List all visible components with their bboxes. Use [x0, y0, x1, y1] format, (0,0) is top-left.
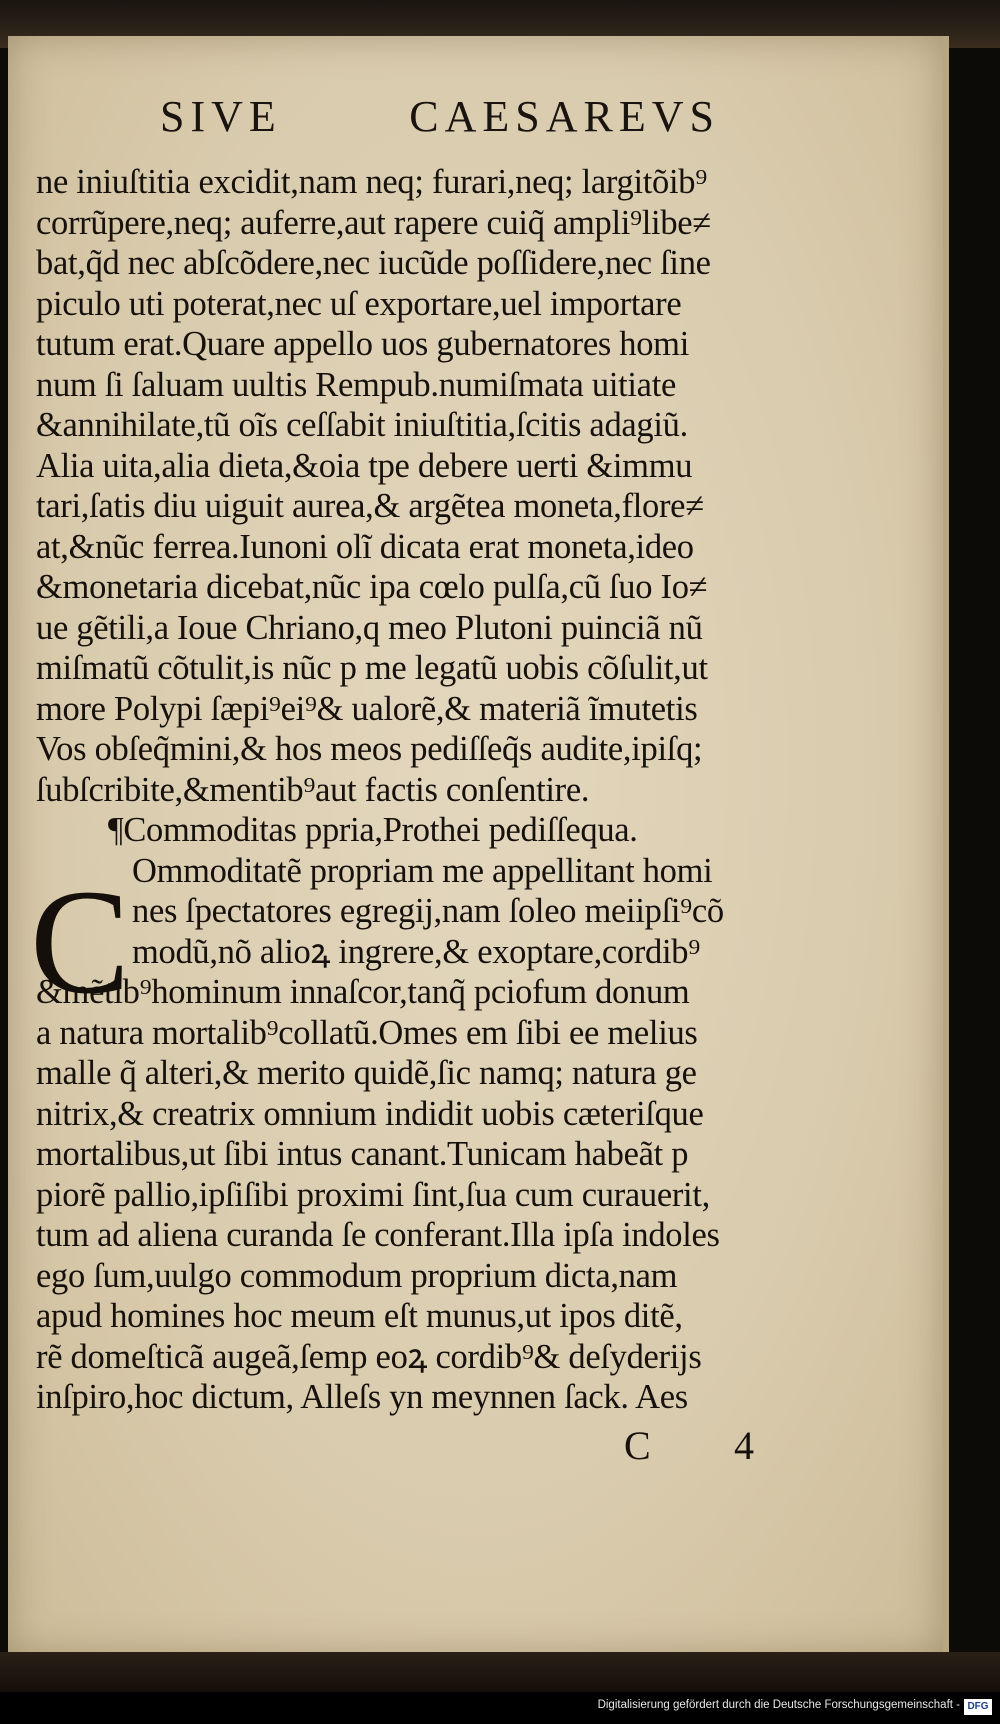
text-line: ne iniuſtitia excidit,nam neq; furari,neq; largitõib⁹ [36, 163, 707, 201]
text-line: apud homines hoc meum eſt munus,ut ipos ditẽ, [36, 1297, 683, 1335]
text-line: bat,q̃d nec abſcõdere,nec iucũde poſſidere,nec ſine [36, 244, 711, 282]
footer-bar [0, 1692, 1000, 1724]
text-line: Ommoditatẽ propriam me appellitant homi [132, 851, 713, 890]
text-line: miſmatũ cõtulit,is nũc p me legatũ uobis cõſulit,ut [36, 649, 708, 687]
text-line: tari,ſatis diu uiguit aurea,& argẽtea moneta,flore≠ [36, 487, 704, 525]
drop-cap: C [30, 859, 131, 1025]
text-line: piorẽ pallio,ipſiſibi proximi ſint,ſua cum curauerit, [36, 1175, 710, 1214]
text-line: inſpiro,hoc dictum, Alleſs yn meynnen ſack. Aes [36, 1378, 688, 1416]
running-head-left: SIVE [160, 91, 282, 141]
dfg-logo-icon: DFG [964, 1699, 992, 1715]
signature-number: 4 [734, 1422, 754, 1468]
text-line: more Polypi ſæpi⁹ei⁹& ualorẽ,& materiã ĩmutetis [36, 689, 698, 728]
text-line: a natura mortalib⁹collatũ.Omes em ſibi ee melius [36, 1013, 698, 1052]
running-head-right: CAESAREVS [409, 91, 720, 141]
text-line: at,&nũc ferrea.Iunoni olĩ dicata erat moneta,ideo [36, 527, 694, 566]
text-line: modũ,nõ alioꝝ ingrere,& exoptare,cordib⁹ [132, 932, 700, 971]
text-line: corrũpere,neq; auferre,aut rapere cuiq̃ ampli⁹libe≠ [36, 203, 711, 242]
running-head [160, 86, 720, 146]
text-line: tum ad aliena curanda ſe conferant.Illa ipſa indoles [36, 1216, 720, 1254]
body-text [36, 162, 836, 1418]
footer-credit: Digitalisierung gefördert durch die Deutsche Forschungsgemeinschaft - [597, 1699, 960, 1711]
text-line: mortalibus,ut ſibi intus canant.Tunicam habeãt p [36, 1135, 689, 1173]
text-line: Alia uita,alia dieta,&oia tpe debere uerti &immu [36, 446, 693, 485]
signature-letter: C [624, 1422, 651, 1468]
text-line: Vos obſeq̃mini,& hos meos pediſſeq̃s audite,ipiſq; [36, 730, 703, 768]
text-line: rẽ domeſticã augeã,ſemp eoꝝ cordib⁹& deſyderijs [36, 1337, 702, 1376]
section-heading: ¶Commoditas ppria,Prothei pediſſequa. [108, 811, 638, 849]
text-line: malle q̃ alteri,& merito quidẽ,ſic namq; natura ge [36, 1054, 697, 1092]
text-line: ſubſcribite,&mentib⁹aut factis conſentire. [36, 770, 590, 809]
text-line: &mẽtib⁹hominum innaſcor,tanq̃ pciofum donum [36, 973, 690, 1011]
text-line: tutum erat.Quare appello uos gubernatores homi [36, 325, 690, 363]
text-line: num ſi ſaluam uultis Rempub.numiſmata uitiate [36, 365, 676, 404]
text-line: ue gẽtili,a Ioue Chriano,q meo Plutoni puinciã nũ [36, 608, 703, 647]
book-edge-bottom [0, 1652, 1000, 1692]
text-line: &monetaria dicebat,nũc ipa cœlo pulſa,cũ ſuo Io≠ [36, 568, 708, 606]
text-line: nes ſpectatores egregij,nam ſoleo meiipſi⁹cõ [132, 892, 724, 930]
text-line: piculo uti poterat,nec uſ exportare,uel importare [36, 284, 682, 323]
text-line: &annihilate,tũ oĩs ceſſabit iniuſtitia,ſcitis adagiũ. [36, 406, 688, 444]
text-line: ego ſum,uulgo commodum proprium dicta,nam [36, 1256, 678, 1295]
text-line: nitrix,& creatrix omnium indidit uobis cæteriſque [36, 1094, 704, 1133]
signature-mark [624, 1420, 754, 1470]
